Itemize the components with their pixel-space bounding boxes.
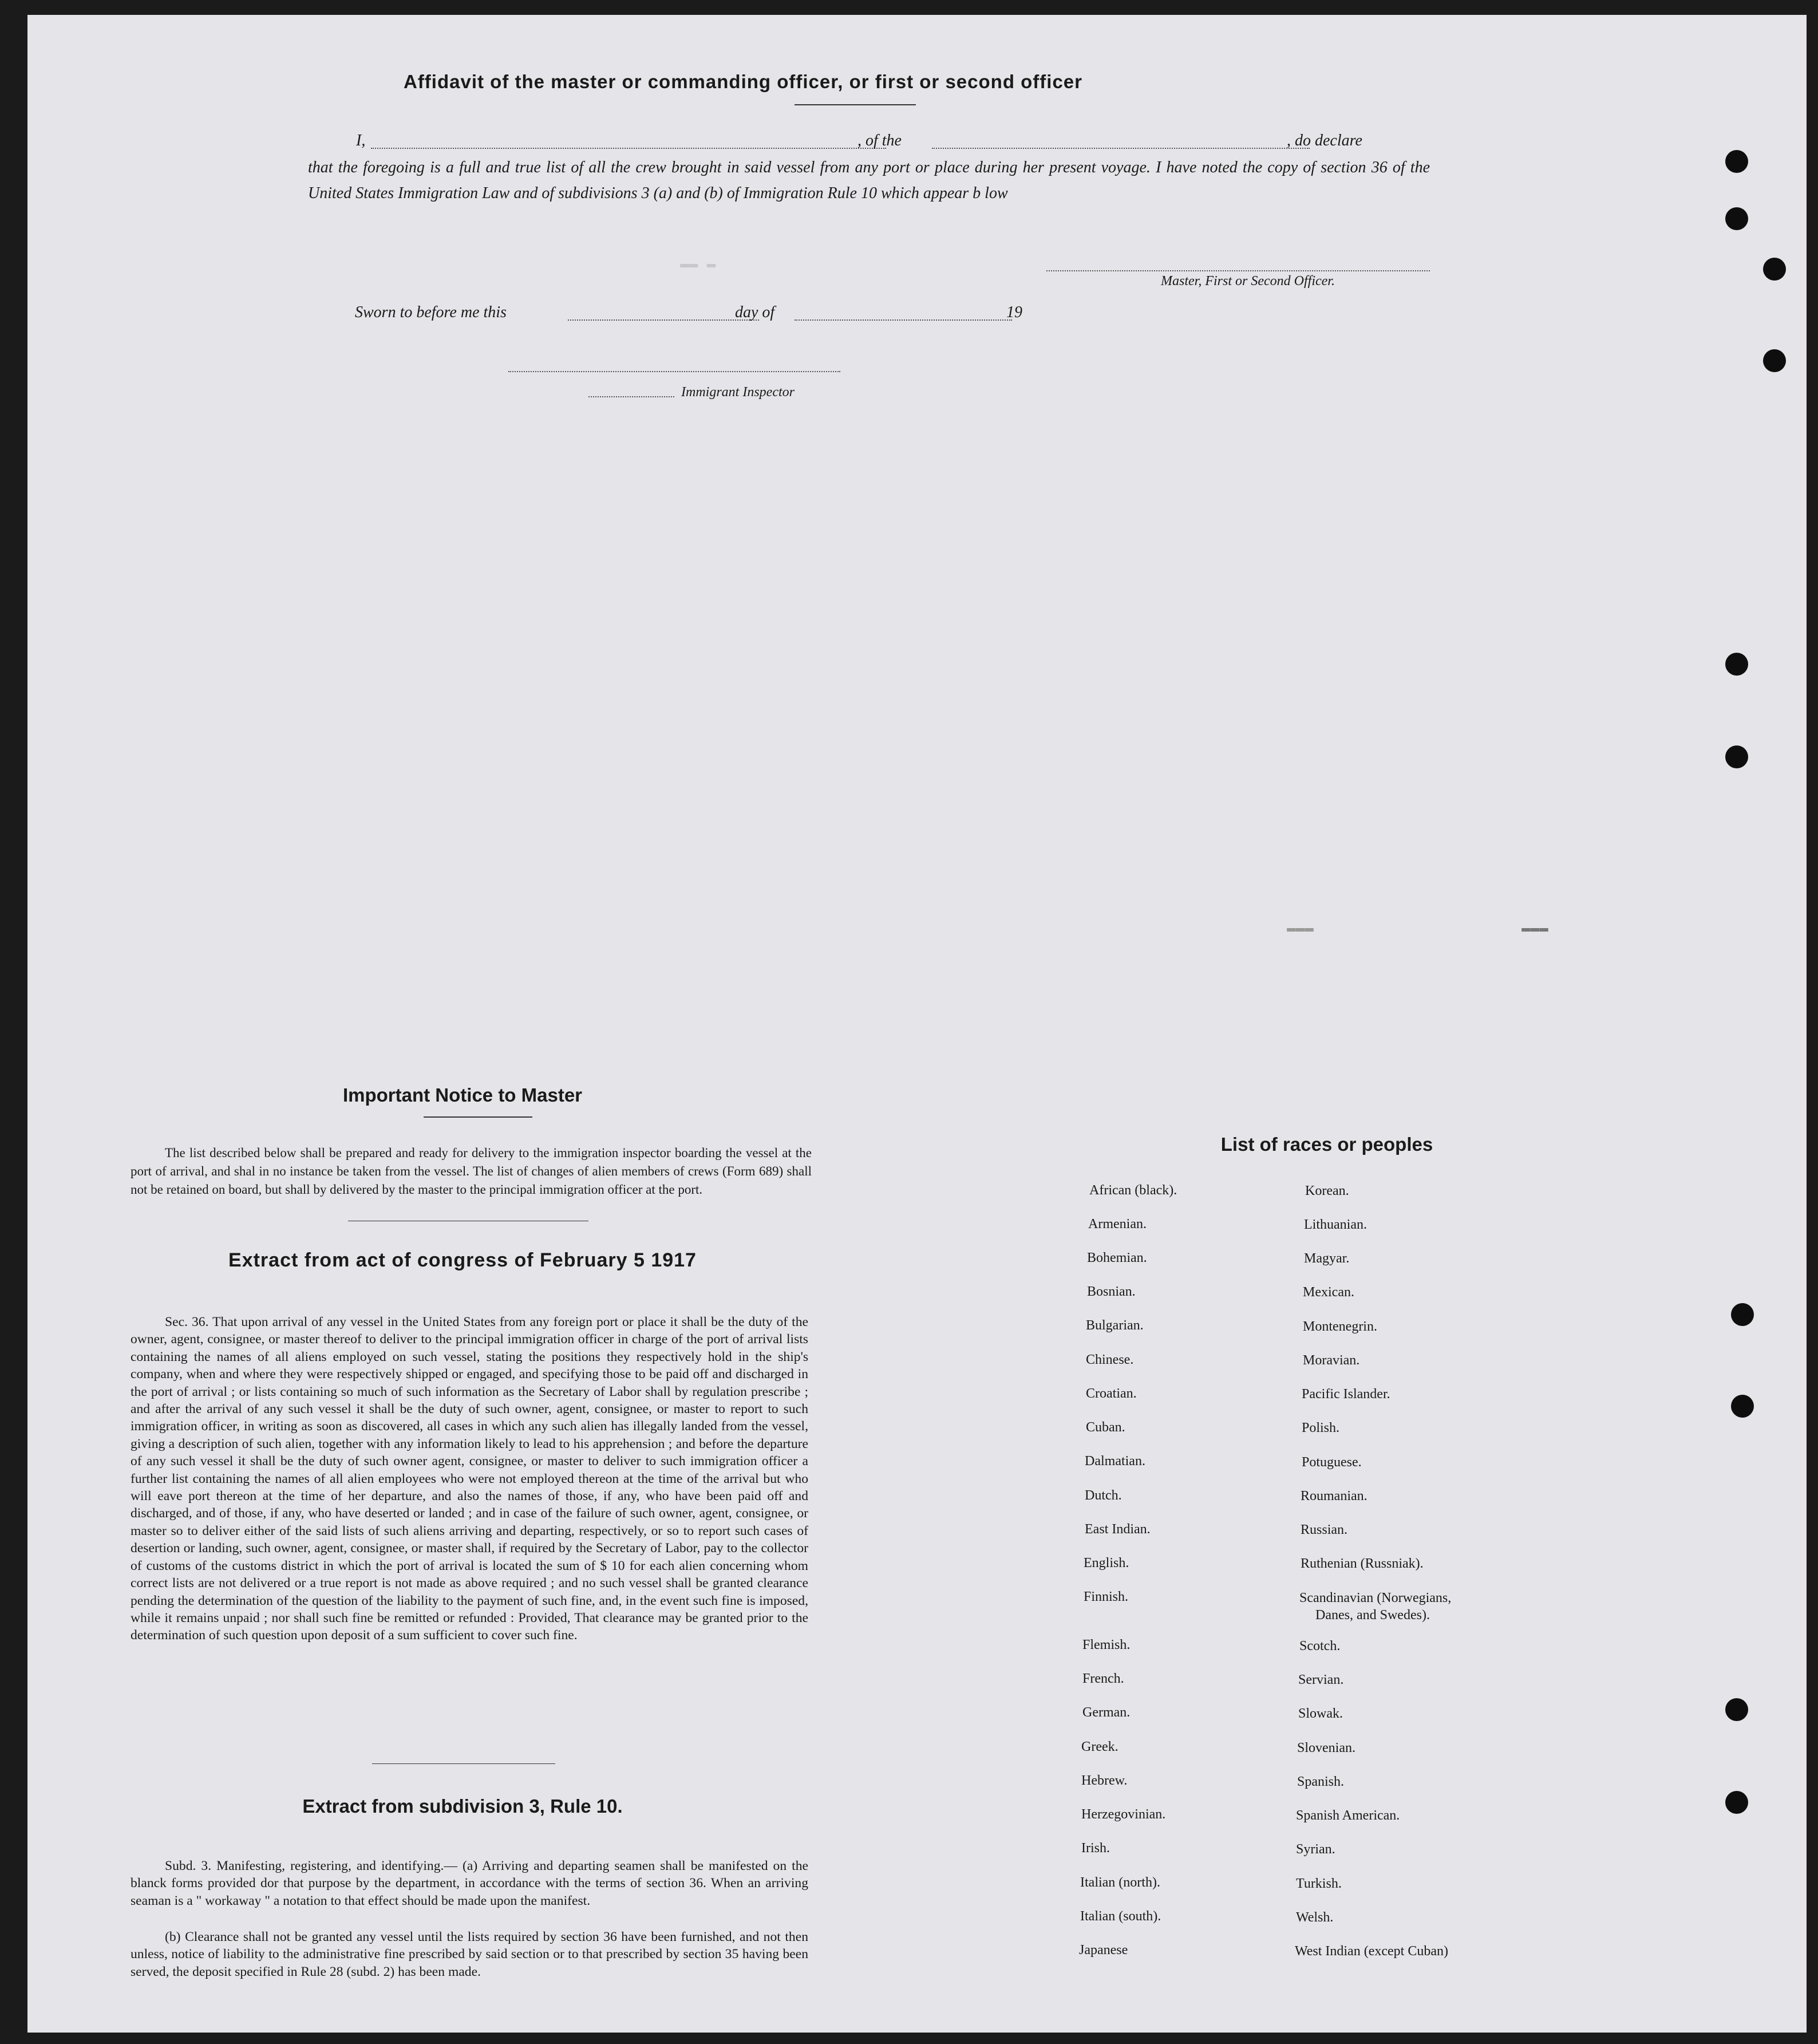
race-item: Syrian.	[1296, 1842, 1335, 1857]
race-item: Montenegrin.	[1303, 1319, 1377, 1334]
bleed-through-mark: ▬▬▬	[1521, 920, 1548, 937]
race-item: Lithuanian.	[1304, 1217, 1367, 1232]
race-item: Japanese	[1079, 1943, 1128, 1958]
race-item: Scotch.	[1299, 1639, 1341, 1654]
affidavit-declare-label: , do declare	[1287, 132, 1362, 149]
race-item: Bosnian.	[1087, 1284, 1136, 1299]
race-item: Turkish.	[1296, 1876, 1342, 1891]
punch-hole	[1731, 1303, 1754, 1326]
sworn-day-blank[interactable]	[568, 319, 759, 321]
race-item: Italian (north).	[1080, 1875, 1160, 1890]
manifest-page	[27, 15, 1807, 2033]
notice-title: Important Notice to Master	[342, 1084, 583, 1106]
race-item: African (black).	[1089, 1183, 1177, 1198]
punch-hole	[1725, 150, 1748, 173]
rule-extract-para-a: Subd. 3. Manifesting, registering, and identifying.— (a) Arriving and departing seamen shall be manifested on the blanck forms provided dor that purpose by the department, in accordance with the terms of section 36. When an arriving seaman is a " workaway " a notation to that effect should be made upon the manifest.	[131, 1858, 808, 1908]
rule-extract-title: Extract from subdivision 3, Rule 10.	[302, 1796, 623, 1817]
race-item: Magyar.	[1304, 1251, 1350, 1266]
race-item: Moravian.	[1303, 1353, 1360, 1368]
race-item: Italian (south).	[1080, 1909, 1161, 1924]
race-item: English.	[1084, 1556, 1129, 1571]
affidavit-i-label: I,	[356, 132, 366, 149]
day-of-label: day of	[735, 303, 775, 321]
race-item: West Indian (except Cuban)	[1295, 1944, 1448, 1959]
race-item: Croatian.	[1086, 1386, 1137, 1401]
punch-hole	[1725, 653, 1748, 676]
sworn-month-blank[interactable]	[795, 319, 1012, 321]
race-item: Ruthenian (Russniak).	[1301, 1556, 1424, 1571]
title-underline	[795, 104, 916, 105]
section-divider	[372, 1763, 555, 1764]
punch-hole	[1763, 349, 1786, 372]
race-item: Spanish.	[1297, 1774, 1345, 1789]
punch-hole	[1763, 258, 1786, 281]
race-item: Roumanian.	[1301, 1489, 1368, 1504]
race-item: Bohemian.	[1087, 1250, 1147, 1265]
race-item: Chinese.	[1086, 1352, 1134, 1367]
punch-hole	[1725, 745, 1748, 768]
name-blank[interactable]	[371, 148, 886, 149]
race-item: Korean.	[1305, 1183, 1349, 1198]
year-label: 19	[1006, 303, 1022, 321]
race-item: Mexican.	[1303, 1285, 1354, 1300]
punch-hole	[1725, 207, 1748, 230]
signature-blank[interactable]	[1046, 270, 1430, 271]
race-item: Cuban.	[1086, 1420, 1125, 1435]
race-item: Hebrew.	[1081, 1773, 1128, 1788]
race-item: Servian.	[1298, 1672, 1344, 1687]
vessel-blank[interactable]	[932, 148, 1310, 149]
race-item: Russian.	[1301, 1522, 1348, 1537]
race-item: Dutch.	[1085, 1488, 1122, 1503]
race-item: Armenian.	[1088, 1217, 1147, 1232]
race-item: Bulgarian.	[1086, 1318, 1144, 1333]
notice-body: The list described below shall be prepared and ready for delivery to the immigration inspector boarding the vessel at the port of arrival, and shal in no instance be taken from the vessel. The list of changes of alien members of crews (Form 689) shall not be retained on board, but shall by delivered by the master to the principal immigration officer at the port.	[131, 1146, 812, 1197]
affidavit-of-the-label: , of the	[857, 132, 902, 149]
race-item: Danes, and Swedes).	[1315, 1608, 1430, 1623]
race-item: Irish.	[1081, 1841, 1110, 1856]
act-extract-body: Sec. 36. That upon arrival of any vessel in the United States from any foreign port or place it shall be the duty of the owner, agent, consignee, or master thereof to deliver to the principal immigration officer in charge of the port of arrival lists containing the names of all aliens employed on such vessel, stating the positions they respectively hold in the ship's company, when and where they were respectively shipped or engaged, and specifying those to be paid off and discharged in the port of arrival ; or lists containing so much of such information as the Secretary of Labor shall by regulation prescribe ; and after the arrival of any such vessel it shall be the duty of such owner, agent, consignee, or master to report to such immigration officer, in writing as soon as discovered, all cases in which any such alien has illegally landed from the vessel, giving a description of such alien, together with any information likely to lead to his apprehension ; and before the departure of any such vessel it shall be the duty of such owner agent, consignee, or master to deliver to such immigration officer a further list containing the names of all alien employees who were not employed thereon at the time of the arrival but who will eave port thereon at the time of her departure, and also the names of those, if any, who have been paid off and discharged, and of those, if any, who have deserted or landed ; and in case of the failure of such owner, agent, consignee, or master so to deliver either of the said lists of such aliens arriving and departing, respectively, or so to report such cases of desertion or landing, such owner, agent, consignee, or master shall, if required by the Secretary of Labor, pay to the collector of customs of the customs district in which the port of arrival is located the sum of $ 10 for each alien concerning whom correct lists are not delivered or a true report is not made as above required ; and no such vessel shall be granted clearance pending the determination of the question of the liability to the payment of such fine, and, in the event such fine is imposed, while it remains unpaid ; nor shall such fine be remitted or refunded : Provided, That clearance may be granted prior to the determination of such question upon deposit of a sum sufficient to cover such fine.	[131, 1315, 808, 1643]
bleed-through-mark: ▬▬▬	[1287, 920, 1314, 937]
race-item: German.	[1082, 1705, 1131, 1720]
race-item: Spanish American.	[1296, 1808, 1400, 1823]
punch-hole	[1731, 1395, 1754, 1418]
notice-title-underline	[424, 1116, 532, 1118]
bleed-through-mark: ▬▬ ▬	[680, 255, 716, 273]
punch-hole	[1725, 1791, 1748, 1814]
punch-hole	[1725, 1698, 1748, 1721]
inspector-label: Immigrant Inspector	[681, 385, 795, 400]
race-item: Potuguese.	[1302, 1455, 1362, 1470]
signature-label: Master, First or Second Officer.	[1161, 274, 1335, 289]
race-item: East Indian.	[1085, 1522, 1151, 1537]
race-item: Scandinavian (Norwegians,	[1299, 1591, 1452, 1605]
race-item: Welsh.	[1296, 1910, 1334, 1925]
race-item: Slowak.	[1298, 1706, 1343, 1721]
race-item: French.	[1082, 1671, 1124, 1686]
race-item: Polish.	[1302, 1420, 1340, 1435]
race-item: Flemish.	[1082, 1637, 1131, 1652]
race-item: Finnish.	[1084, 1589, 1129, 1604]
race-item: Pacific Islander.	[1302, 1387, 1390, 1402]
affidavit-title: Affidavit of the master or commanding officer, or first or second officer	[403, 71, 1082, 92]
affidavit-body: that the foregoing is a full and true list of all the crew brought in said vessel from any port or place during her present voyage. I have noted the copy of section 36 of the United States Immigration Law and of subdivisions 3 (a) and (b) of Immigration Rule 10 which appear b low	[308, 159, 1430, 202]
races-title: List of races or peoples	[1220, 1134, 1433, 1155]
sworn-label: Sworn to before me this	[355, 303, 507, 321]
inspector-blank[interactable]	[588, 396, 674, 397]
race-item: Greek.	[1081, 1739, 1119, 1754]
race-item: Herzegovinian.	[1081, 1807, 1166, 1822]
race-item: Slovenian.	[1297, 1741, 1355, 1755]
rule-extract-para-b: (b) Clearance shall not be granted any vessel until the lists required by section 36 have been furnished, and not then unless, notice of liability to the administrative fine prescribed by said section or to that prescribed by section 35 having been served, the deposit specified in Rule 28 (subd. 2) has been made.	[131, 1929, 808, 1979]
inspector-signature-blank[interactable]	[508, 371, 840, 372]
act-extract-title: Extract from act of congress of February 5 1917	[228, 1249, 697, 1271]
race-item: Dalmatian.	[1085, 1454, 1145, 1469]
